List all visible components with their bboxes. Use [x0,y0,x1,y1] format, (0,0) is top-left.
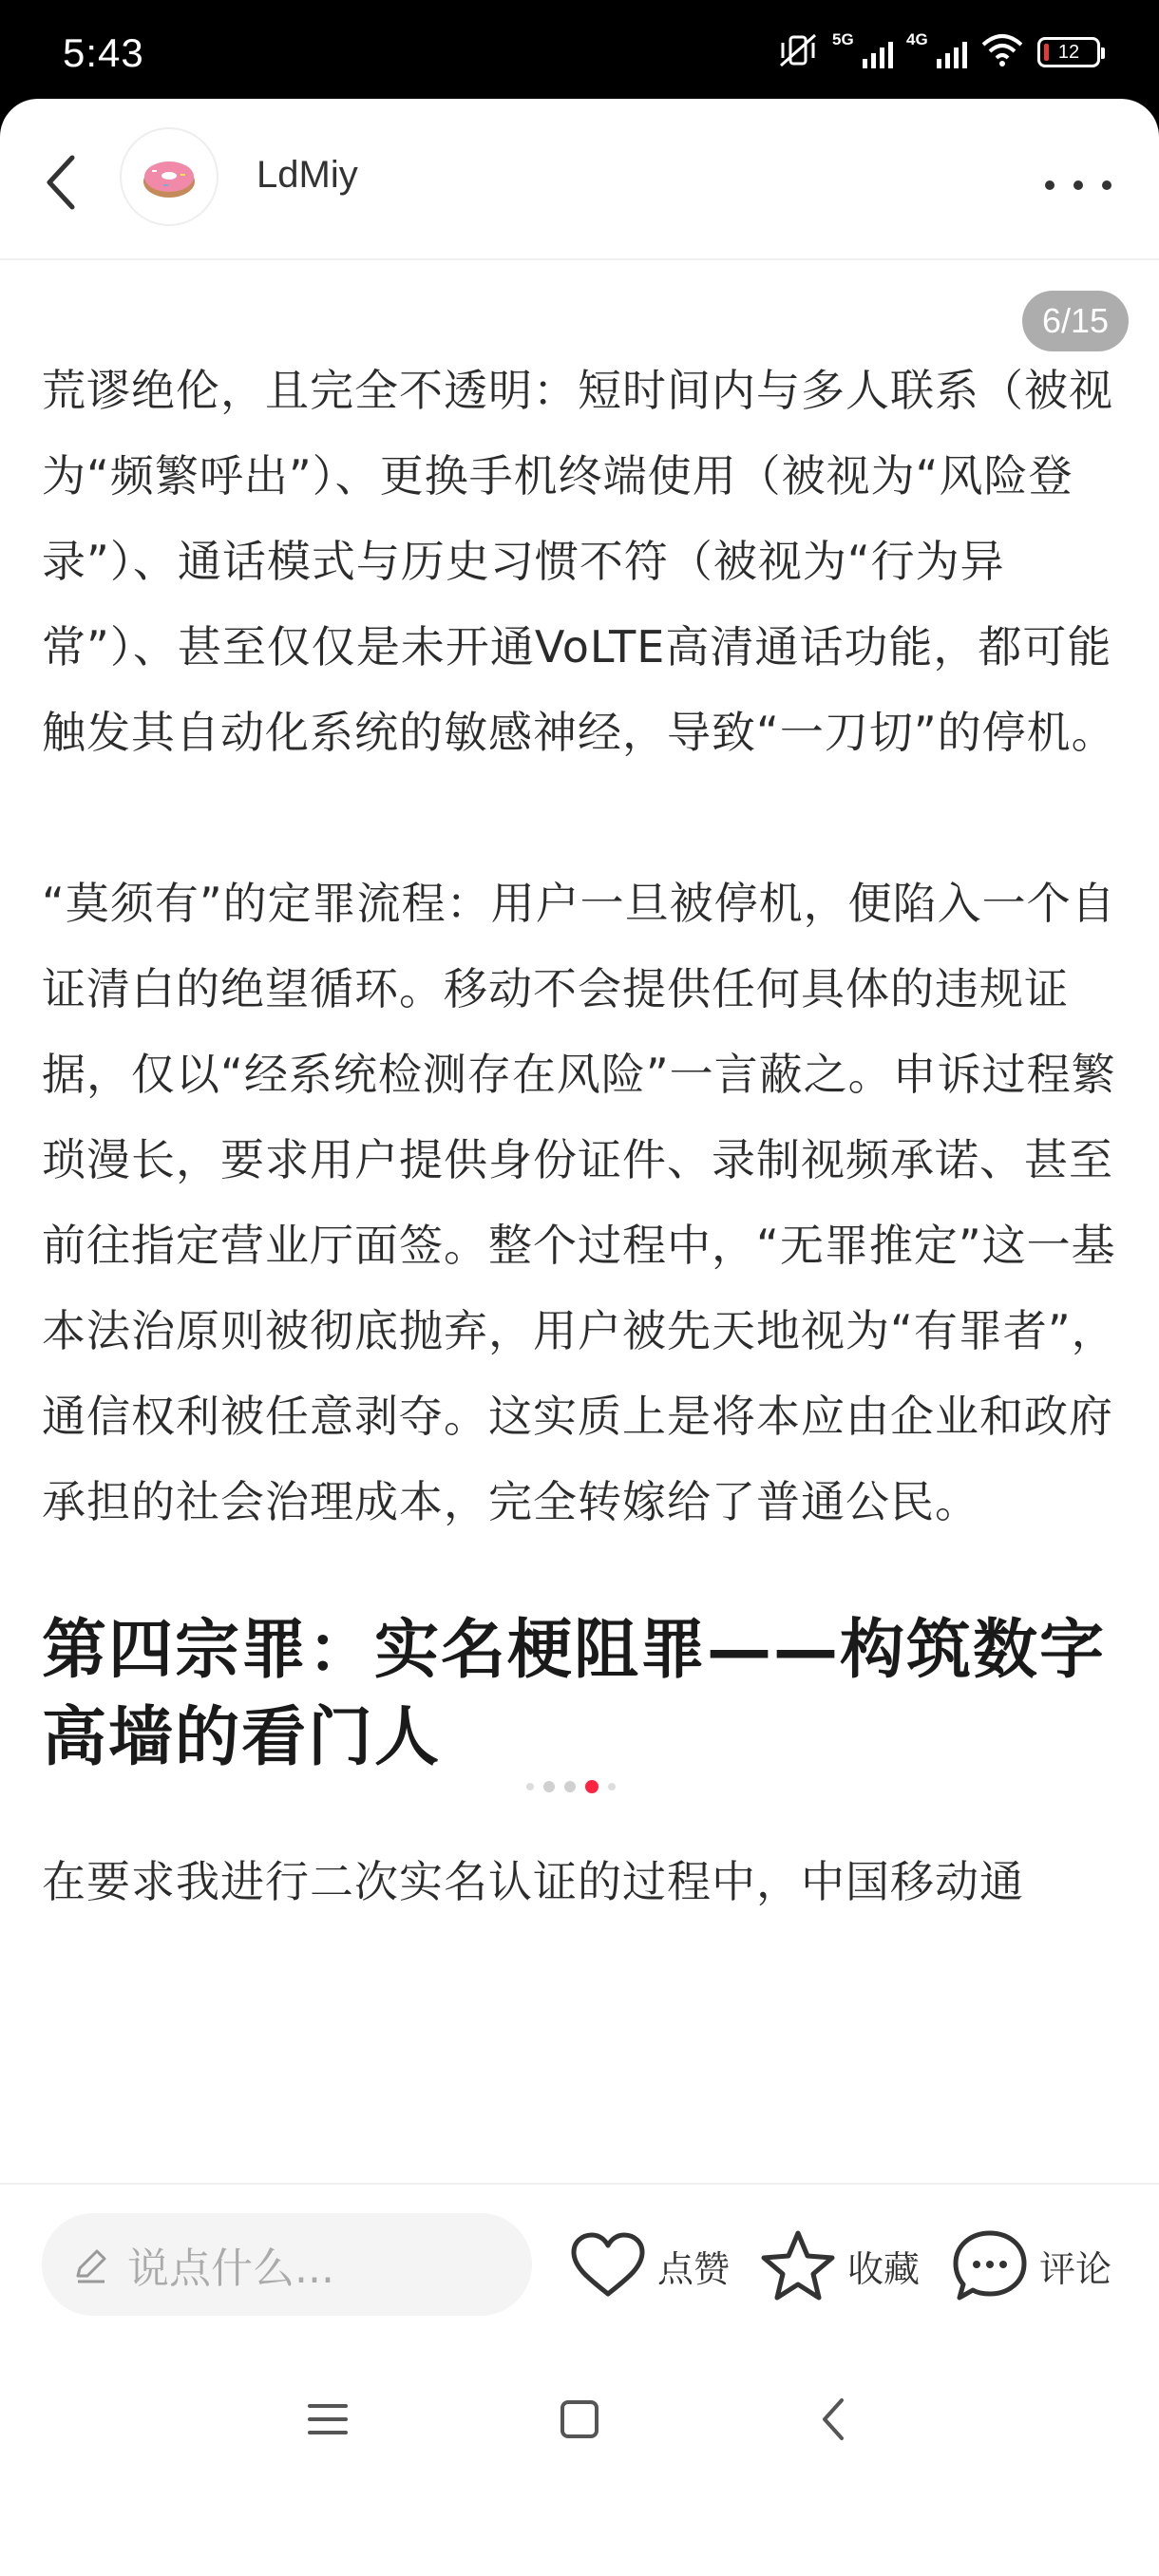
chat-bubble-icon [952,2229,1028,2301]
carousel-dot [543,1781,555,1792]
vibrate-mute-icon [777,31,819,73]
section-heading: 第四宗罪：实名梗阻罪——构筑数字高墙的看门人 [42,1613,1107,1775]
back-arrow-icon [819,2396,847,2442]
donut-avatar-icon [141,153,198,200]
like-button[interactable] [570,2223,730,2308]
heart-icon [570,2231,646,2300]
battery-level: 12 [1057,41,1080,63]
wifi-icon [980,33,1024,71]
pencil-icon [70,2244,112,2285]
carousel-dot [608,1783,616,1790]
chevron-left-icon [42,154,80,211]
signal-4g-icon [906,30,967,68]
status-icons [777,28,1100,76]
collect-label: 收藏 [847,2247,921,2290]
avatar[interactable] [120,127,218,226]
more-dot-icon [1102,180,1112,190]
comment-input[interactable] [42,2213,532,2316]
home-nav-button[interactable] [546,2386,613,2453]
menu-nav-button[interactable] [294,2386,361,2453]
article-paragraph: 在要求我进行二次实名认证的过程中，中国移动通 [42,1856,1024,1907]
note-detail-sheet [0,99,1159,2576]
like-label: 点赞 [657,2247,731,2290]
more-options-button[interactable] [1045,161,1112,209]
battery-icon [1037,37,1100,67]
article-paragraph: 荒谬绝伦，且完全不透明：短时间内与多人联系（被视为“频繁呼出”）、更换手机终端使用（被视为“风险登录”）、通话模式与历史习惯不符（被视为“行为异常”）、甚至仅仅是未开通VoLTE高清通话功能，都可能触发其自动化系统的敏感神经，导致“一刀切”的停机。 [42,365,1116,758]
username[interactable]: LdMiy [256,154,358,196]
carousel-dot-active [585,1780,598,1793]
article-paragraph: “莫须有”的定罪流程：用户一旦被停机，便陷入一个自证清白的绝望循环。移动不会提供任何具体的违规证据，仅以“经系统检测存在风险”一言蔽之。申诉过程繁琐漫长，要求用户提供身份证件、录制视频承诺、甚至前往指定营业厅面签。整个过程中，“无罪推定”这一基本法治原则被彻底抛弃，用户被先天地视为“有罪者”，通信权利被任意剥夺。这实质上是将本应由企业和政府承担的社会治理成本，完全转嫁给了普通公民。 [42,878,1116,1527]
network-4g-label: 4G [906,30,928,48]
menu-icon [306,2400,350,2438]
system-nav-bar [0,2358,1159,2477]
comment-placeholder: 说点什么... [127,2245,334,2293]
status-bar [0,0,1159,104]
comment-button[interactable] [952,2223,1112,2308]
bottom-action-bar [0,2183,1159,2359]
back-nav-button[interactable] [800,2386,866,2453]
carousel-dot [526,1783,534,1790]
more-dot-icon [1045,180,1054,190]
square-home-icon [559,2398,600,2440]
article-content [42,348,1121,1924]
collect-button[interactable] [760,2223,920,2308]
carousel-dots [526,1780,616,1793]
star-icon [760,2229,836,2301]
signal-5g-icon [832,30,893,68]
status-time: 5:43 [63,30,144,75]
back-button[interactable] [34,146,87,218]
more-dot-icon [1074,180,1083,190]
comment-label: 评论 [1039,2247,1112,2290]
carousel-dot [564,1781,576,1792]
page-indicator-badge: 6/15 [1022,291,1129,351]
network-5g-label: 5G [832,30,854,48]
top-bar [0,99,1159,260]
